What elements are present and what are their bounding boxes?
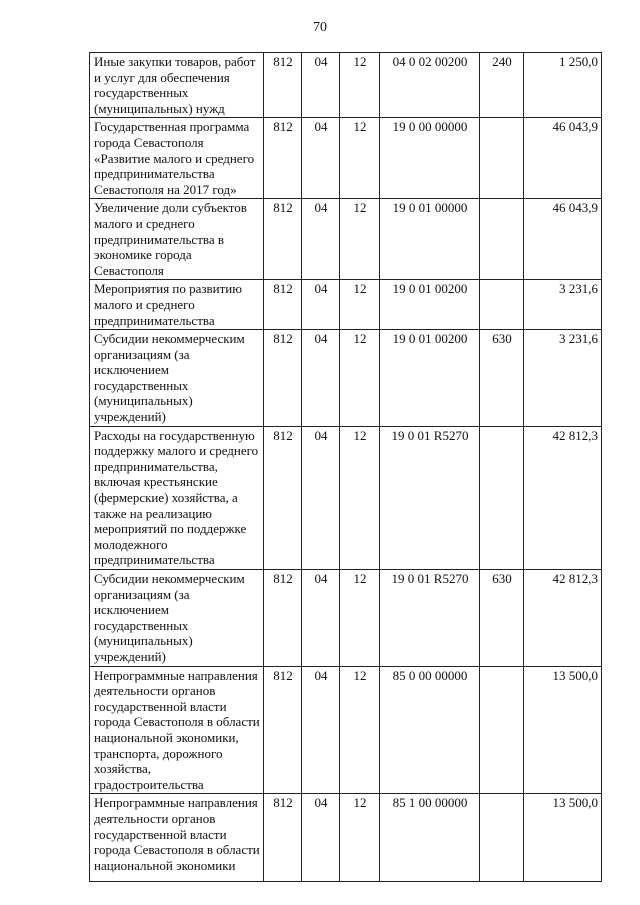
amount-cell: 46 043,9 [524,118,602,199]
table-row [90,330,602,427]
table-row [90,199,602,280]
subsection-code-cell: 12 [340,280,380,330]
target-article-cell: 19 0 01 00000 [380,199,480,280]
section-code-cell: 04 [302,794,340,882]
subsection-code-cell: 12 [340,53,380,118]
section-code-cell: 04 [302,570,340,667]
expense-type-cell: 240 [480,53,524,118]
amount-cell: 1 250,0 [524,53,602,118]
amount-cell: 13 500,0 [524,666,602,794]
expense-name-cell: Субсидии некоммерческим организациям (за исключением государственных (муниципальных) учреждений) [90,330,264,427]
subsection-code-cell: 12 [340,666,380,794]
table-row [90,794,602,882]
expense-type-cell [480,280,524,330]
section-code-cell: 04 [302,666,340,794]
expense-type-cell: 630 [480,330,524,427]
expense-name-cell: Мероприятия по развитию малого и среднего предпринимательства [90,280,264,330]
expense-type-cell: 630 [480,570,524,667]
ministry-code-cell: 812 [264,426,302,569]
section-code-cell: 04 [302,330,340,427]
expense-type-cell [480,199,524,280]
ministry-code-cell: 812 [264,666,302,794]
ministry-code-cell: 812 [264,570,302,667]
section-code-cell: 04 [302,280,340,330]
expense-name-cell: Расходы на государственную поддержку малого и среднего предпринимательства, включая крестьянские (фермерские) хозяйства, а также на реализацию мероприятий по поддержке молодежного предпринимательства [90,426,264,569]
ministry-code-cell: 812 [264,794,302,882]
expense-type-cell [480,666,524,794]
amount-cell: 3 231,6 [524,330,602,427]
section-code-cell: 04 [302,118,340,199]
subsection-code-cell: 12 [340,426,380,569]
target-article-cell: 85 0 00 00000 [380,666,480,794]
table-row [90,426,602,569]
table-row [90,570,602,667]
ministry-code-cell: 812 [264,280,302,330]
target-article-cell: 19 0 01 R5270 [380,426,480,569]
expense-type-cell [480,118,524,199]
amount-cell: 46 043,9 [524,199,602,280]
amount-cell: 42 812,3 [524,570,602,667]
ministry-code-cell: 812 [264,118,302,199]
section-code-cell: 04 [302,53,340,118]
subsection-code-cell: 12 [340,794,380,882]
amount-cell: 42 812,3 [524,426,602,569]
expense-name-cell: Непрограммные направления деятельности органов государственной власти города Севастополя в области национальной экономики [90,794,264,882]
target-article-cell: 19 0 01 R5270 [380,570,480,667]
section-code-cell: 04 [302,199,340,280]
target-article-cell: 04 0 02 00200 [380,53,480,118]
table-row [90,666,602,794]
expense-type-cell [480,794,524,882]
expense-name-cell: Непрограммные направления деятельности органов государственной власти города Севастополя в области национальной экономики, транспорта, дорожного хозяйства, градостроительства [90,666,264,794]
subsection-code-cell: 12 [340,118,380,199]
target-article-cell: 85 1 00 00000 [380,794,480,882]
budget-table [89,52,602,882]
ministry-code-cell: 812 [264,330,302,427]
expense-name-cell: Государственная программа города Севастополя «Развитие малого и среднего предпринимательства Севастополя на 2017 год» [90,118,264,199]
target-article-cell: 19 0 01 00200 [380,330,480,427]
target-article-cell: 19 0 01 00200 [380,280,480,330]
expense-name-cell: Субсидии некоммерческим организациям (за исключением государственных (муниципальных) учреждений) [90,570,264,667]
table-row [90,118,602,199]
amount-cell: 3 231,6 [524,280,602,330]
subsection-code-cell: 12 [340,330,380,427]
target-article-cell: 19 0 00 00000 [380,118,480,199]
expense-name-cell: Увеличение доли субъектов малого и среднего предпринимательства в экономике города Севастополя [90,199,264,280]
ministry-code-cell: 812 [264,199,302,280]
amount-cell: 13 500,0 [524,794,602,882]
table-row [90,53,602,118]
subsection-code-cell: 12 [340,199,380,280]
ministry-code-cell: 812 [264,53,302,118]
section-code-cell: 04 [302,426,340,569]
page-number: 70 [313,20,327,35]
expense-name-cell: Иные закупки товаров, работ и услуг для обеспечения государственных (муниципальных) нужд [90,53,264,118]
table-row [90,280,602,330]
expense-type-cell [480,426,524,569]
subsection-code-cell: 12 [340,570,380,667]
